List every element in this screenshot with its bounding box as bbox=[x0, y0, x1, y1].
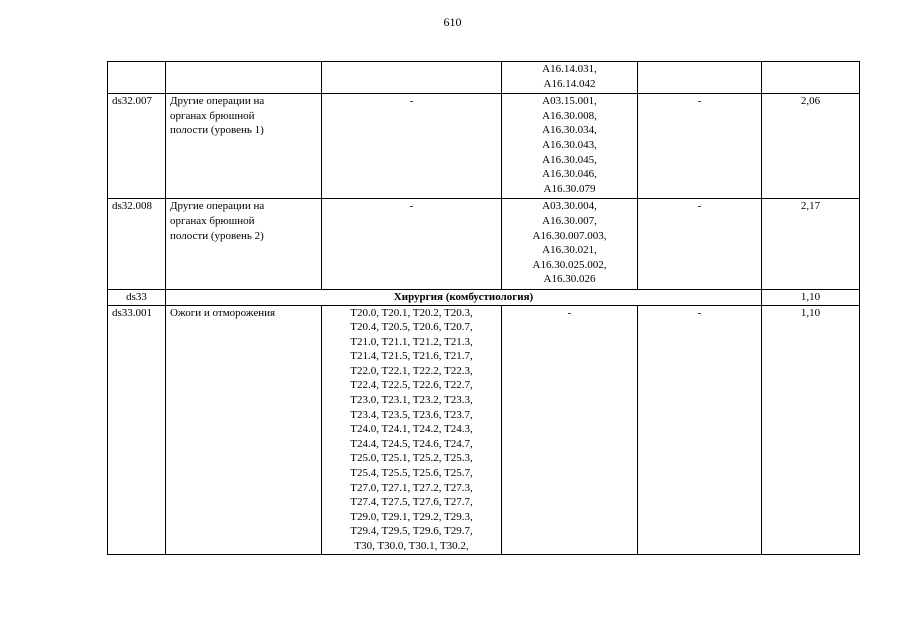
table-row bbox=[108, 62, 860, 94]
cell-line: - bbox=[409, 200, 414, 213]
table-row bbox=[108, 305, 860, 554]
other-criteria-cell: - bbox=[638, 199, 762, 290]
section-code-cell: ds33 bbox=[108, 289, 166, 305]
services-cell bbox=[502, 94, 638, 199]
section-title-cell: Хирургия (комбустиология) bbox=[166, 289, 762, 305]
cell-line: T21.4, T21.5, T21.6, T21.7, bbox=[350, 350, 473, 363]
cell-line: A16.30.025.002, bbox=[532, 258, 607, 271]
services-cell bbox=[502, 62, 638, 94]
name-cell bbox=[166, 94, 322, 199]
cell-line: T29.0, T29.1, T29.2, T29.3, bbox=[350, 510, 473, 523]
cell-line: T27.4, T27.5, T27.6, T27.7, bbox=[350, 496, 473, 509]
cell-line: органах брюшной bbox=[170, 214, 255, 227]
code-cell: ds32.008 bbox=[108, 199, 166, 290]
cell-line: A16.30.026 bbox=[543, 273, 596, 286]
code-cell: ds33.001 bbox=[108, 305, 166, 554]
cell-line: T25.4, T25.5, T25.6, T25.7, bbox=[350, 467, 473, 480]
cell-line: полости (уровень 1) bbox=[170, 124, 264, 137]
cell-line: A16.14.042 bbox=[543, 77, 596, 90]
coefficient-cell bbox=[762, 62, 860, 94]
name-cell bbox=[166, 199, 322, 290]
cell-line: A16.30.079 bbox=[543, 182, 596, 195]
cell-line: A16.30.046, bbox=[542, 168, 597, 181]
cell-line: полости (уровень 2) bbox=[170, 229, 264, 242]
other-criteria-cell bbox=[638, 62, 762, 94]
page-number: 610 bbox=[443, 15, 462, 29]
name-cell: Ожоги и отморожения bbox=[166, 305, 322, 554]
cell-line: A03.30.004, bbox=[542, 200, 597, 213]
cell-line: T20.4, T20.5, T20.6, T20.7, bbox=[350, 321, 473, 334]
tariff-table bbox=[107, 61, 860, 555]
name-cell bbox=[166, 62, 322, 94]
cell-line: Другие операции на bbox=[170, 95, 265, 108]
cell-line: A16.14.031, bbox=[542, 63, 597, 75]
table-row bbox=[108, 94, 860, 199]
cell-line: T29.4, T29.5, T29.6, T29.7, bbox=[350, 525, 473, 538]
cell-line: T23.4, T23.5, T23.6, T23.7, bbox=[350, 408, 473, 421]
cell-line: T25.0, T25.1, T25.2, T25.3, bbox=[350, 452, 473, 465]
cell-line: T30, T30.0, T30.1, T30.2, bbox=[354, 540, 469, 552]
cell-line: T27.0, T27.1, T27.2, T27.3, bbox=[350, 481, 473, 494]
diagnoses-cell bbox=[322, 94, 502, 199]
diagnoses-cell bbox=[322, 199, 502, 290]
code-cell: ds32.007 bbox=[108, 94, 166, 199]
diagnoses-cell bbox=[322, 62, 502, 94]
cell-line: T22.0, T22.1, T22.2, T22.3, bbox=[350, 364, 473, 377]
coefficient-cell: 2,06 bbox=[762, 94, 860, 199]
cell-line: T23.0, T23.1, T23.2, T23.3, bbox=[350, 394, 473, 407]
cell-line: A16.30.007, bbox=[542, 214, 597, 227]
table-row bbox=[108, 199, 860, 290]
diagnoses-cell bbox=[322, 305, 502, 554]
cell-line: A16.30.021, bbox=[542, 244, 597, 257]
code-cell bbox=[108, 62, 166, 94]
cell-line: Другие операции на bbox=[170, 200, 265, 213]
cell-line: A16.30.043, bbox=[542, 138, 597, 151]
section-row bbox=[108, 289, 860, 305]
services-cell bbox=[502, 199, 638, 290]
other-criteria-cell: - bbox=[638, 305, 762, 554]
cell-line: A16.30.008, bbox=[542, 109, 597, 122]
services-cell: - bbox=[502, 305, 638, 554]
cell-line: T21.0, T21.1, T21.2, T21.3, bbox=[350, 335, 473, 348]
cell-line: A16.30.034, bbox=[542, 124, 597, 137]
cell-line: T22.4, T22.5, T22.6, T22.7, bbox=[350, 379, 473, 392]
cell-line: - bbox=[409, 95, 414, 108]
cell-line: T20.0, T20.1, T20.2, T20.3, bbox=[350, 306, 473, 319]
coefficient-cell: 1,10 bbox=[762, 305, 860, 554]
section-coefficient-cell: 1,10 bbox=[762, 289, 860, 305]
cell-line: A16.30.045, bbox=[542, 153, 597, 166]
cell-line: A16.30.007.003, bbox=[532, 229, 607, 242]
other-criteria-cell: - bbox=[638, 94, 762, 199]
cell-line: T24.0, T24.1, T24.2, T24.3, bbox=[350, 423, 473, 436]
cell-line: T24.4, T24.5, T24.6, T24.7, bbox=[350, 437, 473, 450]
coefficient-cell: 2,17 bbox=[762, 199, 860, 290]
cell-line: A03.15.001, bbox=[542, 95, 597, 108]
cell-line: органах брюшной bbox=[170, 109, 255, 122]
